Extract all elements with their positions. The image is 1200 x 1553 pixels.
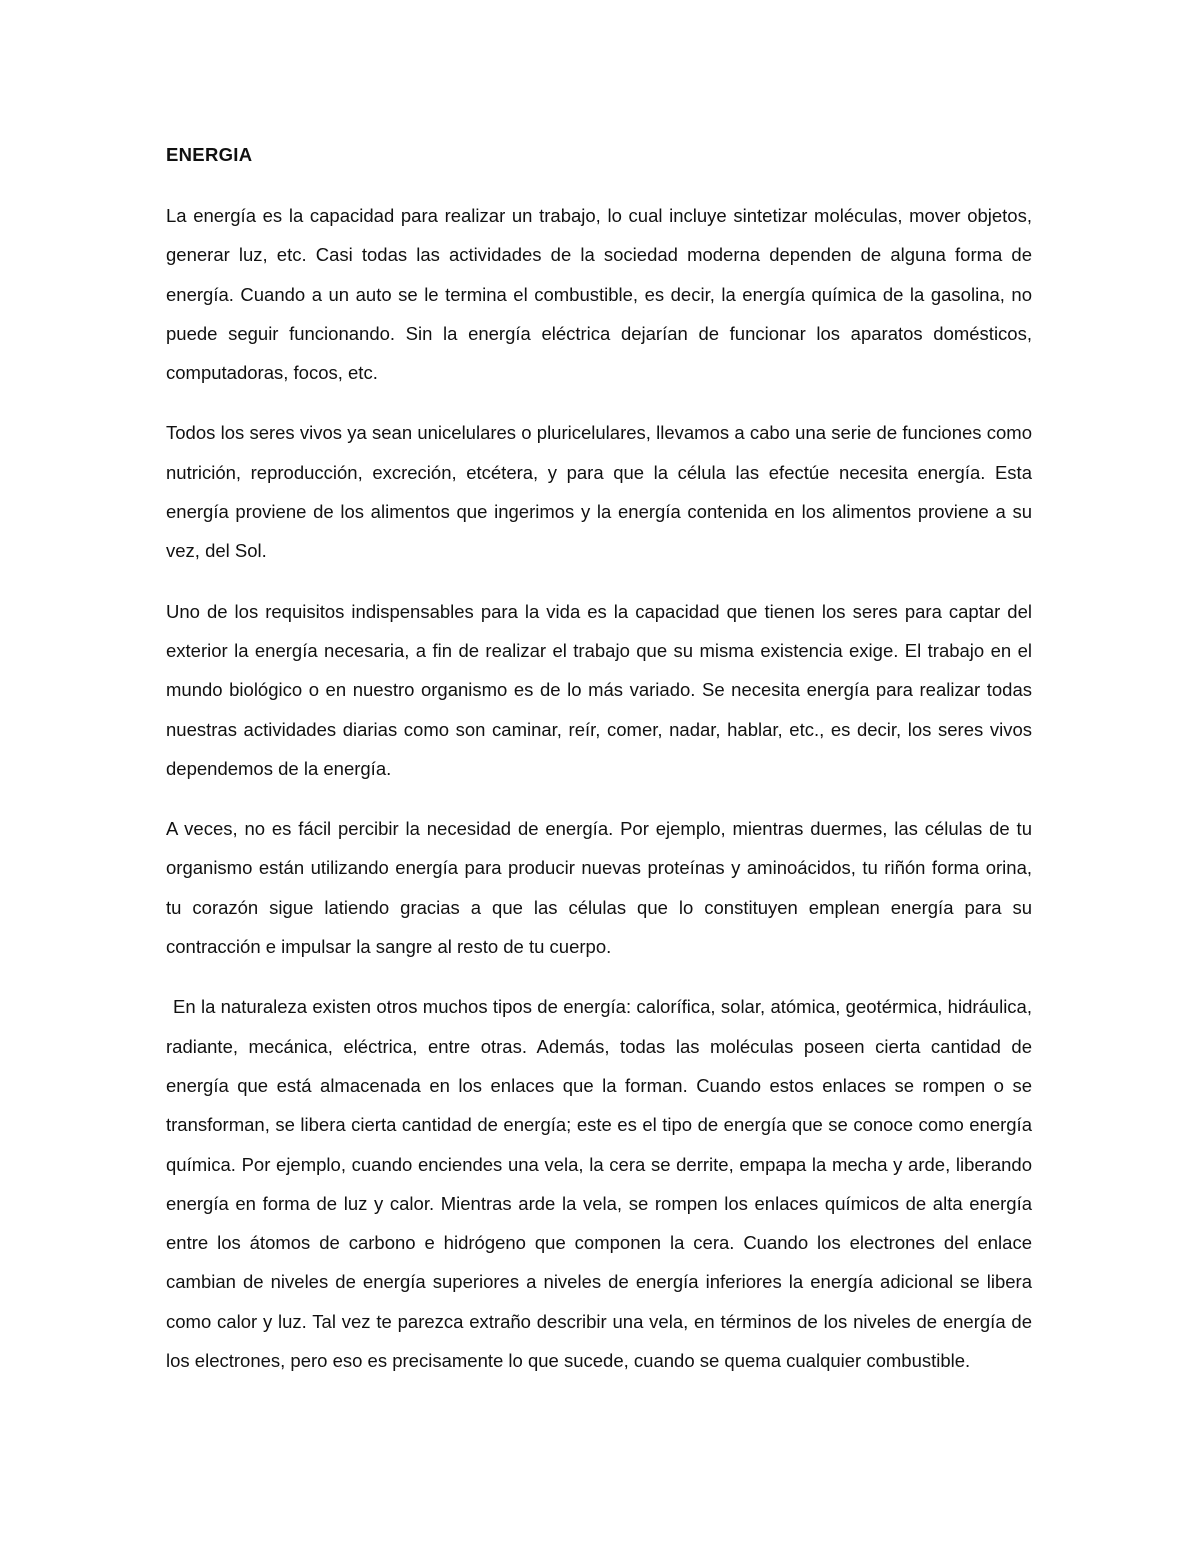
document-title: ENERGIA — [166, 144, 253, 165]
document-body — [166, 142, 1032, 1401]
paragraph-4: A veces, no es fácil percibir la necesidad de energía. Por ejemplo, mientras duermes, las células de tu organismo están utilizando energía para producir nuevas proteínas y aminoácidos, tu riñón forma orina, tu corazón sigue latiendo gracias a que las células que lo constituyen emplean energía para su contracción e impulsar la sangre al resto de tu cuerpo. — [166, 818, 1032, 958]
paragraph-3: Uno de los requisitos indispensables para la vida es la capacidad que tienen los seres para captar del exterior la energía necesaria, a fin de realizar el trabajo que su misma existencia exige. El trabajo en el mundo biológico o en nuestro organismo es de lo más variado. Se necesita energía para realizar todas nuestras actividades diarias como son caminar, reír, comer, nadar, hablar, etc., es decir, los seres vivos dependemos de la energía. — [166, 600, 1032, 779]
paragraph-2: Todos los seres vivos ya sean unicelulares o pluricelulares, llevamos a cabo una serie de funciones como nutrición, reproducción, excreción, etcétera, y para que la célula las efectúe necesita energía. Esta energía proviene de los alimentos que ingerimos y la energía contenida en los alimentos proviene a su vez, del Sol. — [166, 422, 1032, 562]
paragraph-5: En la naturaleza existen otros muchos tipos de energía: calorífica, solar, atómica, geotérmica, hidráulica, radiante, mecánica, eléctrica, entre otras. Además, todas las moléculas poseen cierta cantidad de energía que está almacenada en los enlaces que la forman. Cuando estos enlaces se rompen o se transforman, se libera cierta cantidad de energía; este es el tipo de energía que se conoce como energía química. Por ejemplo, cuando enciendes una vela, la cera se derrite, empapa la mecha y arde, liberando energía en forma de luz y calor. Mientras arde la vela, se rompen los enlaces químicos de alta energía entre los átomos de carbono e hidrógeno que componen la cera. Cuando los electrones del enlace cambian de niveles de energía superiores a niveles de energía inferiores la energía adicional se libera como calor y luz. Tal vez te parezca extraño describir una vela, en términos de los niveles de energía de los electrones, pero eso es precisamente lo que sucede, cuando se quema cualquier combustible. — [166, 996, 1032, 1372]
paragraph-1: La energía es la capacidad para realizar un trabajo, lo cual incluye sintetizar moléculas, mover objetos, generar luz, etc. Casi todas las actividades de la sociedad moderna dependen de alguna forma de energía. Cuando a un auto se le termina el combustible, es decir, la energía química de la gasolina, no puede seguir funcionando. Sin la energía eléctrica dejarían de funcionar los aparatos domésticos, computadoras, focos, etc. — [166, 205, 1032, 384]
